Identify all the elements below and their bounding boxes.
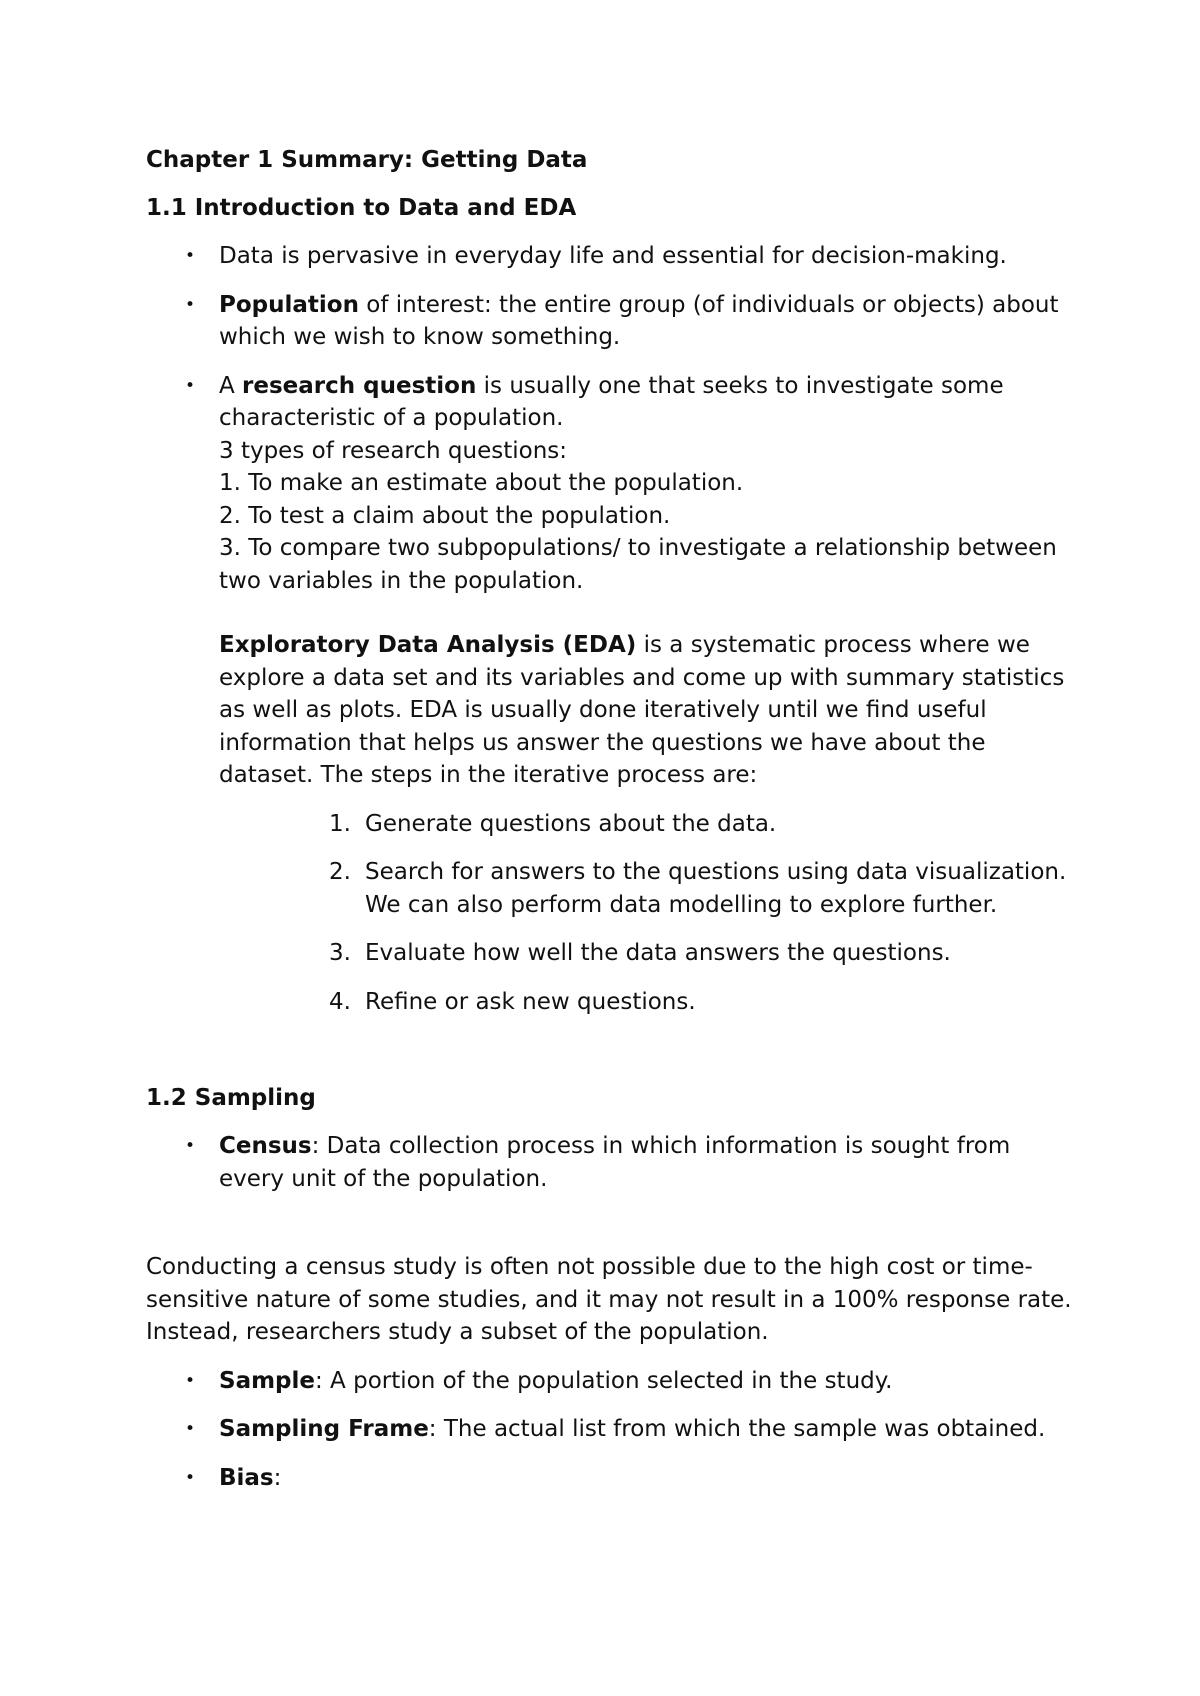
section-spacer [146, 1034, 1076, 1082]
step-text: Search for answers to the questions using data visualization. We can also perform data modelling to explore further. [365, 859, 1067, 918]
step-number: 4. [329, 988, 351, 1015]
bullet-text: of interest: the entire group (of individuals or objects) about which we wish to know something. [219, 291, 1059, 350]
list-item [146, 240, 1076, 273]
bullet-prefix: A [219, 372, 243, 399]
list-item [146, 1365, 1076, 1398]
step-number: 2. [329, 859, 351, 885]
eda-steps-list [219, 808, 1076, 1019]
list-item [219, 937, 1076, 970]
term-research-question: research question [242, 372, 477, 399]
bullet-text: : Data collection process in which information is sought from every unit of the population. [219, 1133, 1011, 1192]
list-item [219, 808, 1076, 841]
list-item [146, 1462, 1076, 1495]
bullet-icon: • [185, 1136, 196, 1156]
list-item [146, 289, 1076, 354]
step-number: 1. [329, 810, 351, 837]
eda-paragraph [219, 629, 1076, 792]
paragraph-spacer [146, 1211, 1076, 1251]
term-sampling-frame: Sampling Frame [219, 1416, 429, 1442]
eda-text: is a systematic process where we explore a data set and its variables and come up with summary statistics as well as plots. EDA is usually done iteratively until we find useful information that helps us answer the questions we have about the dataset. The steps in the iterative process are: [219, 632, 1065, 788]
bullet-icon: • [185, 375, 196, 396]
step-text: Refine or ask new questions. [365, 988, 696, 1015]
list-item [146, 370, 1076, 1019]
document-body [146, 144, 1076, 1510]
term-census: Census [219, 1133, 312, 1159]
term-sample: Sample [219, 1367, 315, 1394]
bullet-icon: • [185, 294, 196, 315]
list-item [219, 856, 1076, 921]
bullet-text: : A portion of the population selected in the study. [315, 1367, 893, 1394]
bullet-icon: • [185, 1419, 196, 1439]
bullet-icon: • [185, 1467, 196, 1488]
bullet-text: : The actual list from which the sample was obtained. [428, 1416, 1046, 1442]
research-types-intro: 3 types of research questions: [219, 437, 568, 464]
term-bias: Bias [219, 1464, 274, 1491]
research-type-3: 3. To compare two subpopulations/ to investigate a relationship between two variables in the population. [219, 535, 1057, 594]
bullet-icon: • [185, 246, 196, 266]
step-text: Evaluate how well the data answers the questions. [365, 940, 951, 966]
list-item [146, 1413, 1076, 1446]
research-type-2: 2. To test a claim about the population. [219, 502, 671, 529]
section-1-1-bullet-list [146, 240, 1076, 1018]
document-title: Chapter 1 Summary: Getting Data [146, 147, 588, 173]
step-text: Generate questions about the data. [365, 810, 777, 837]
term-eda: Exploratory Data Analysis (EDA) [219, 632, 637, 658]
section-heading-1-1: 1.1 Introduction to Data and EDA [146, 195, 577, 221]
bullet-text: Data is pervasive in everyday life and essential for decision-making. [219, 243, 1007, 269]
section-heading-1-2: 1.2 Sampling [146, 1085, 316, 1111]
list-item [219, 986, 1076, 1019]
bullet-text: : [273, 1464, 282, 1491]
term-population: Population [219, 291, 359, 318]
sampling-terms-list [146, 1365, 1076, 1495]
step-number: 3. [329, 940, 351, 966]
research-type-1: 1. To make an estimate about the population. [219, 470, 744, 496]
list-item [146, 1130, 1076, 1195]
census-paragraph: Conducting a census study is often not possible due to the high cost or time-sensitive nature of some studies, and it may not result in a 100% response rate. Instead, researchers study a subset of the population. [146, 1254, 1072, 1345]
bullet-text: is usually one that seeks to investigate some characteristic of a population. [219, 372, 1004, 431]
section-1-2-bullet-list [146, 1130, 1076, 1195]
bullet-icon: • [185, 1370, 196, 1391]
